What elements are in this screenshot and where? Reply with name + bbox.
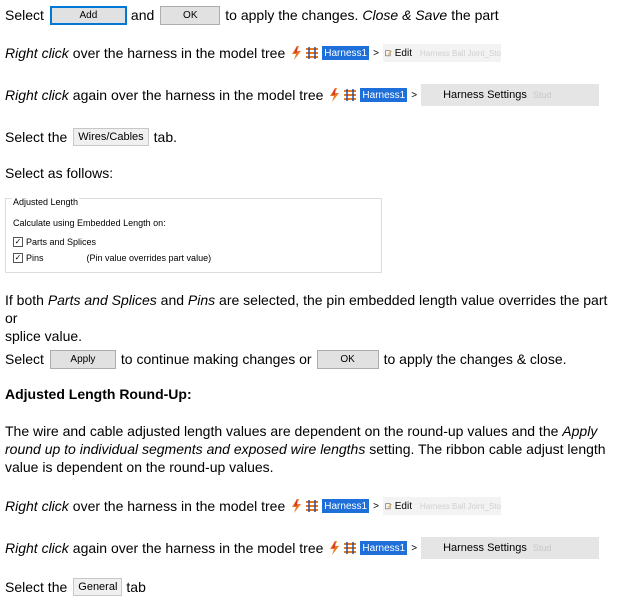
text-model-tree: again over the harness in the model tree: [72, 87, 324, 103]
harness-label[interactable]: Harness1: [324, 47, 368, 59]
text-select-the: Select the: [5, 129, 68, 145]
text-apply-close: to apply the changes & close.: [383, 351, 567, 367]
step-add-ok: [5, 4, 499, 26]
tab-wires-cables[interactable]: Wires/Cables: [73, 128, 148, 146]
edit-icon: [385, 47, 392, 59]
calc-label: [13, 218, 166, 228]
add-button[interactable]: Add: [50, 6, 127, 25]
note-text-3: are selected, the pin embedded length value overrides the part or: [5, 292, 608, 326]
note-text-2: and: [156, 292, 188, 308]
para2-text-a: The wire and cable adjusted length values are dependent on the round-up values and the: [5, 423, 563, 439]
ok-button-2[interactable]: OK: [317, 350, 379, 369]
step-edit-2: [5, 495, 501, 517]
para2-italic-b: Apply: [562, 423, 598, 439]
edit-icon: [385, 500, 392, 512]
text-select-the: Select the: [5, 579, 68, 595]
text-the-part: the part: [451, 7, 499, 23]
step-harness-settings-2: [5, 537, 599, 559]
select-as-follows: Select as follows:: [5, 165, 114, 181]
edit-menu-item[interactable]: [383, 44, 501, 62]
harness-icon: [343, 88, 357, 102]
edit-label: Edit: [394, 47, 412, 59]
chevron-right-icon: >: [411, 542, 418, 554]
lightning-icon: [291, 499, 302, 513]
text-and: and: [130, 7, 155, 23]
text-right-click: Right click: [5, 498, 69, 514]
harness-label[interactable]: Harness1: [362, 89, 406, 101]
text-right-click: Right click: [5, 45, 69, 61]
text-right-click: Right click: [5, 540, 69, 556]
harness-settings-menu-item[interactable]: [421, 537, 599, 559]
roundup-paragraph: [5, 422, 615, 476]
para2-text-d: setting. The ribbon cable adjust length: [365, 441, 606, 457]
text-model-tree: over the harness in the model tree: [72, 45, 286, 61]
step-apply-ok: [5, 348, 567, 370]
harness-settings-menu-item[interactable]: [421, 84, 599, 106]
checkbox-pins-row[interactable]: [13, 253, 211, 263]
para2-text-e: value is dependent on the round-up values.: [5, 459, 274, 475]
harness-icon: [343, 541, 357, 555]
note-italic-2: Pins: [187, 292, 216, 308]
ok-button[interactable]: OK: [160, 6, 220, 25]
text-tab: tab: [126, 579, 146, 595]
settings-ghost-text: Stud: [532, 543, 552, 553]
edit-label: Edit: [394, 500, 412, 512]
harness-icon: [305, 499, 319, 513]
note-text-1: If both: [5, 292, 48, 308]
note-italic-1: Parts and Splices: [47, 292, 157, 308]
model-tree-node[interactable]: [291, 46, 369, 60]
step-general-tab: [5, 576, 146, 598]
text-model-tree: over the harness in the model tree: [72, 498, 286, 514]
text-select: Select: [5, 7, 44, 23]
chevron-right-icon: >: [373, 500, 379, 512]
step-harness-settings: [5, 84, 599, 106]
checkbox-parts[interactable]: ✓: [14, 237, 22, 246]
para2-italic-c: round up to individual segments and exposed wire lengths: [5, 441, 366, 457]
edit-menu-item[interactable]: [383, 497, 501, 515]
step-wires-tab: [5, 126, 177, 148]
text-continue: to continue making changes or: [120, 351, 312, 367]
harness-icon: [305, 46, 319, 60]
text-apply: to apply the changes.: [225, 7, 359, 23]
chevron-right-icon: >: [411, 89, 418, 101]
harness-settings-label: Harness Settings: [443, 89, 527, 101]
text-tab: tab.: [153, 129, 178, 145]
lightning-icon: [329, 541, 340, 555]
lightning-icon: [291, 46, 302, 60]
apply-button[interactable]: Apply: [50, 350, 116, 369]
step-edit: [5, 42, 501, 64]
settings-ghost-text: Stud: [532, 90, 552, 100]
model-tree-node[interactable]: [329, 541, 407, 555]
pins-note: (Pin value overrides part value): [86, 253, 212, 263]
harness-label[interactable]: Harness1: [362, 542, 406, 554]
model-tree-node[interactable]: [291, 499, 369, 513]
section-heading: Adjusted Length Round-Up:: [5, 386, 192, 402]
lightning-icon: [329, 88, 340, 102]
text-close-save: Close & Save: [362, 7, 448, 23]
edit-ghost-text: Harness Ball Joint_Sto: [419, 501, 501, 511]
pins-label: Pins: [26, 253, 44, 263]
text-right-click: Right click: [5, 87, 69, 103]
adjusted-length-panel: [5, 198, 382, 273]
calc-text: Calculate using Embedded Length on:: [13, 218, 166, 228]
model-tree-node[interactable]: [329, 88, 407, 102]
tab-general[interactable]: General: [73, 578, 122, 596]
note-text-4: splice value.: [5, 328, 83, 344]
harness-settings-label: Harness Settings: [443, 542, 527, 554]
note-paragraph: [5, 291, 615, 345]
chevron-right-icon: >: [373, 47, 379, 59]
parts-splices-label: Parts and Splices: [26, 237, 97, 247]
text-select: Select: [5, 351, 44, 367]
checkbox-pins[interactable]: ✓: [14, 253, 22, 262]
edit-ghost-text: Harness Ball Joint_Sto: [419, 48, 501, 58]
checkbox-parts-splices[interactable]: [13, 237, 96, 247]
harness-label[interactable]: Harness1: [324, 500, 368, 512]
text-model-tree: again over the harness in the model tree: [72, 540, 324, 556]
panel-legend: Adjusted Length: [13, 197, 79, 207]
